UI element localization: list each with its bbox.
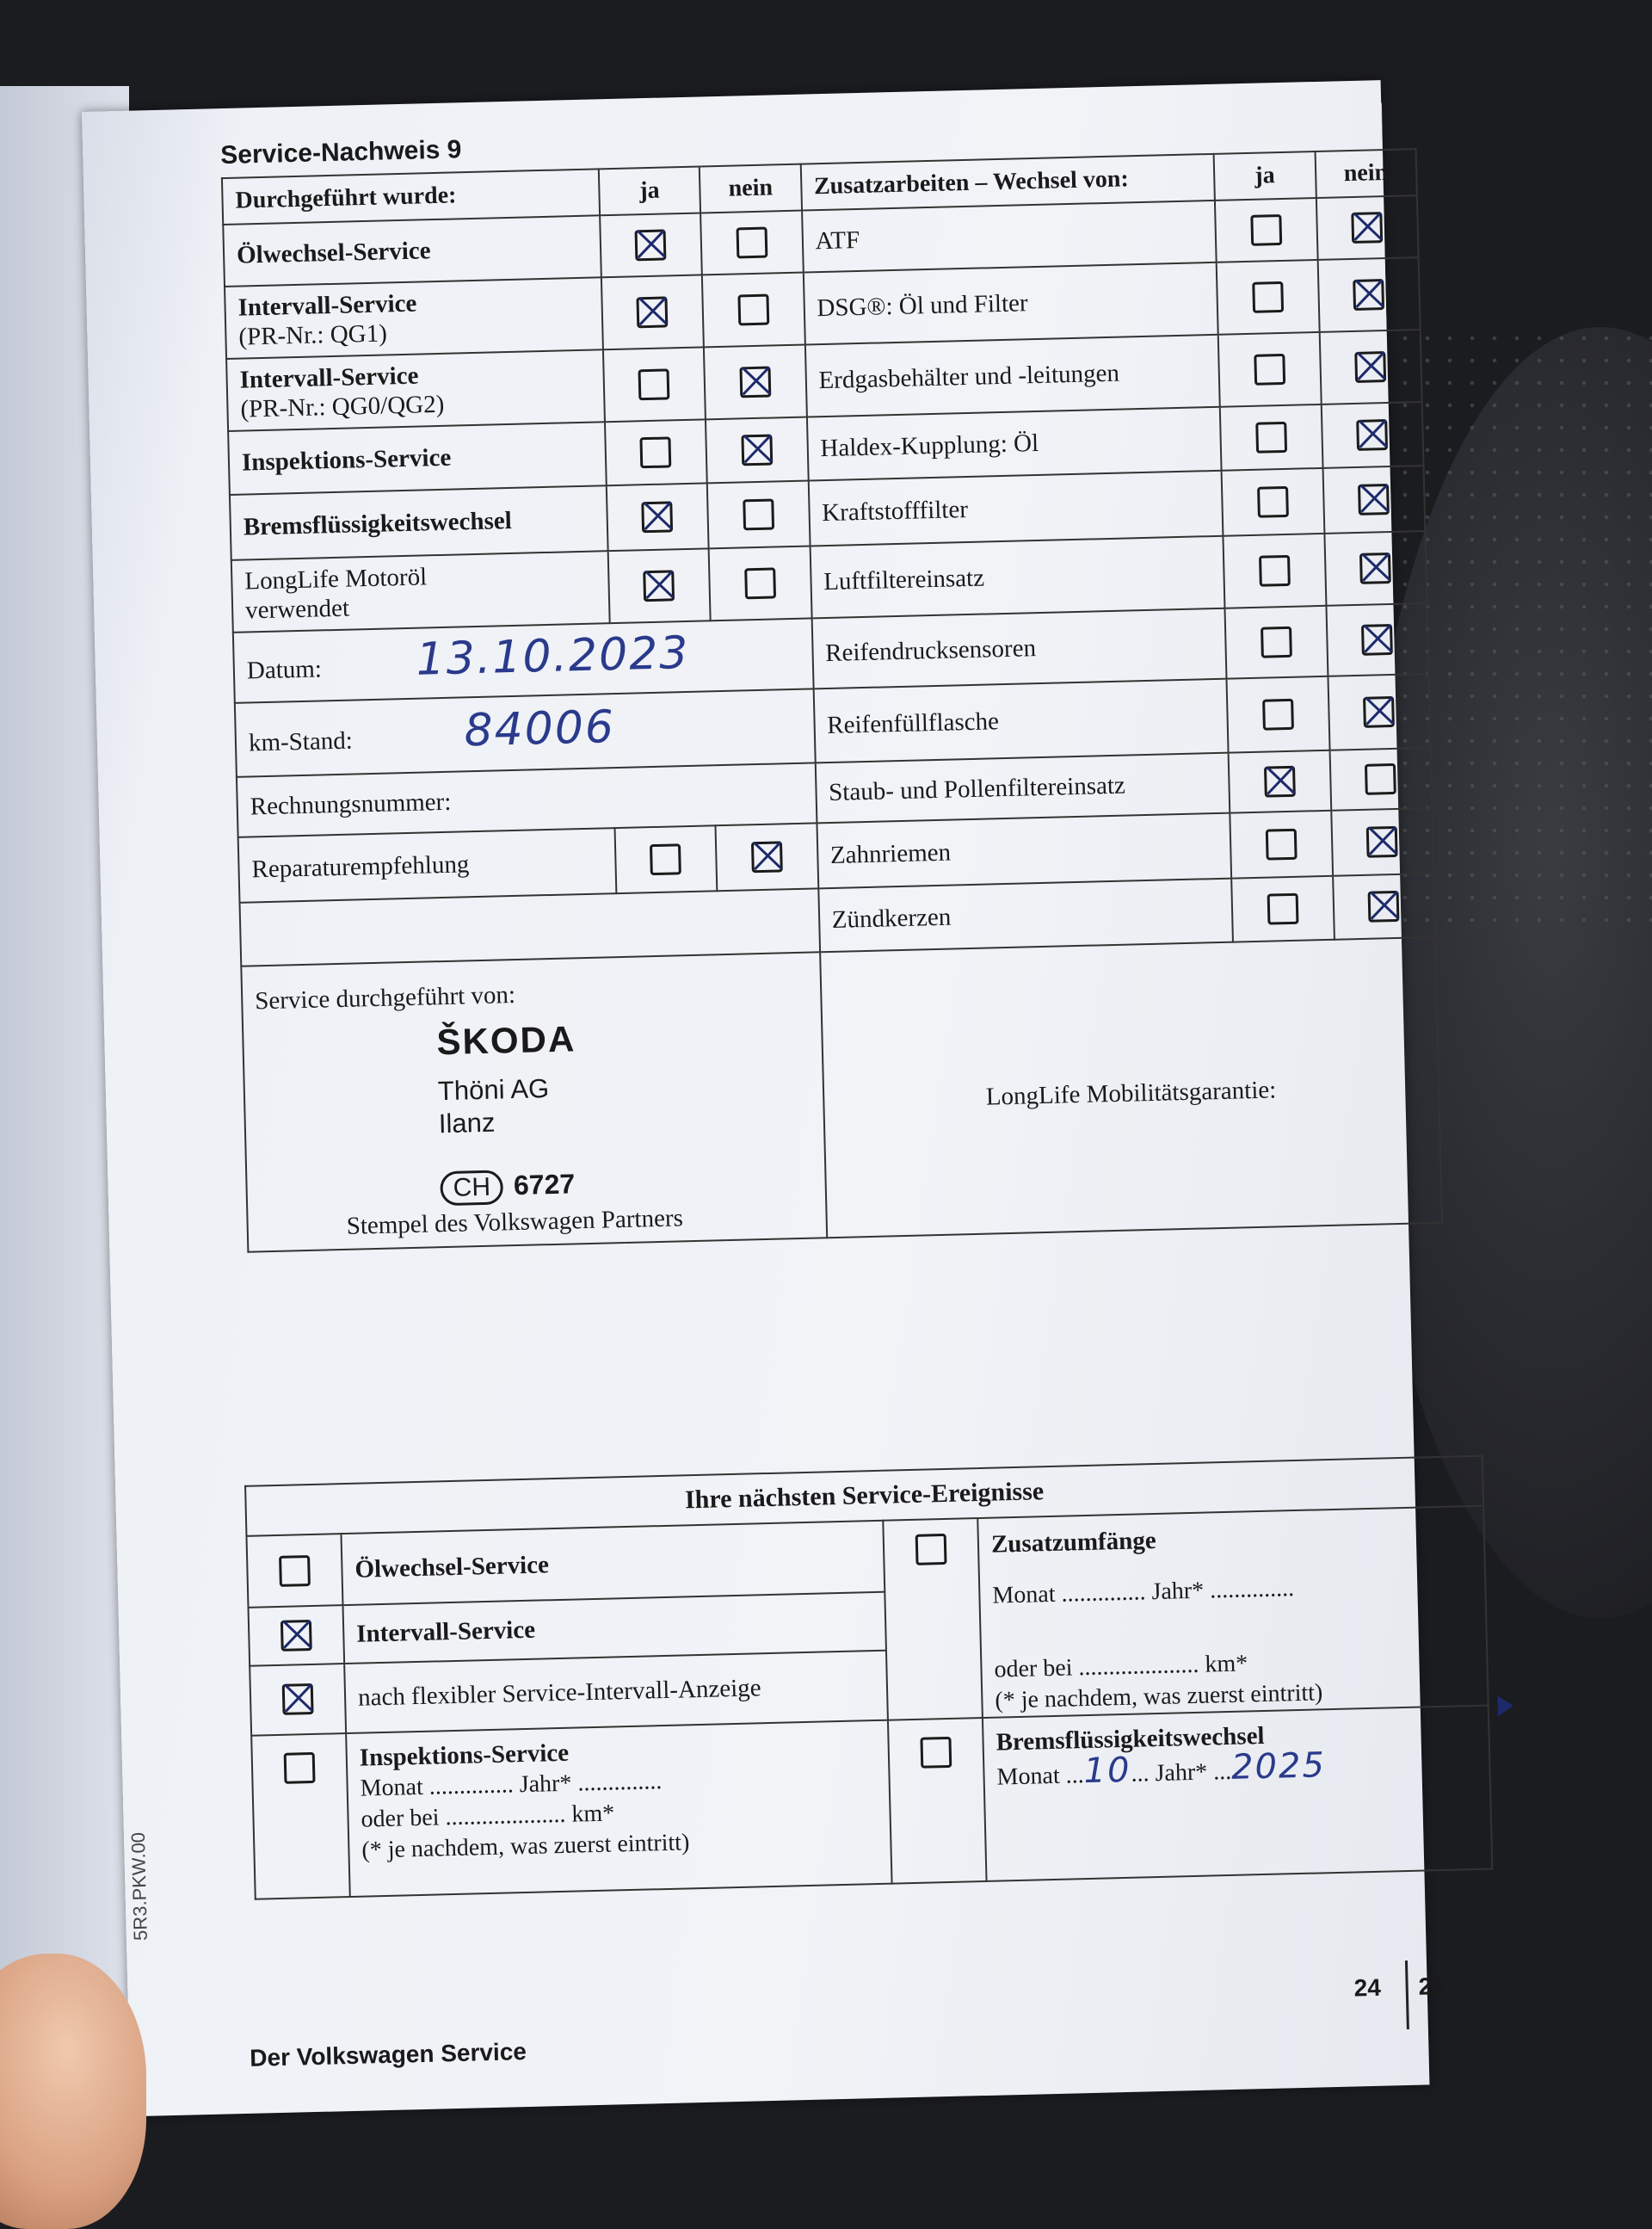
extra-yes-checkbox[interactable]: [1250, 214, 1282, 246]
extra-no-checkbox[interactable]: [1366, 826, 1398, 858]
extra-yes-checkbox[interactable]: [1261, 627, 1292, 658]
extra-row-label: Zahnriemen: [817, 813, 1231, 889]
header-extra-no: nein: [1315, 149, 1417, 198]
extra-row-label: Reifenfüllflasche: [813, 679, 1228, 763]
extra-yes-checkbox[interactable]: [1259, 555, 1291, 587]
service-label: Ölwechsel-Service: [236, 237, 431, 269]
extra-no-checkbox[interactable]: [1355, 351, 1387, 383]
service-no-checkbox[interactable]: [736, 227, 767, 259]
next-page-arrow-icon: [1497, 1695, 1513, 1716]
extra-row-label: Staub- und Pollenfiltereinsatz: [815, 753, 1230, 824]
repair-yes-checkbox[interactable]: [650, 843, 681, 875]
extra-yes-checkbox[interactable]: [1267, 893, 1298, 925]
date-value: 13.10.2023: [415, 627, 691, 686]
inspection-cell: [346, 1720, 891, 1897]
extra-yes-checkbox[interactable]: [1266, 829, 1298, 861]
invoice-label: Rechnungsnummer:: [237, 763, 817, 837]
side-code: 5R3.PKW.00: [126, 1831, 151, 1942]
inspection-label: Inspektions-Service: [359, 1738, 570, 1772]
service-label: Inspektions-Service: [241, 443, 452, 477]
footer-text: Der Volkswagen Service: [249, 2038, 527, 2072]
stamp-zip-line: [440, 1163, 812, 1207]
brake-fluid-next-date: Monat ...10... Jahr* ...2025: [996, 1745, 1327, 1792]
repair-label: Reparaturempfehlung: [238, 828, 616, 903]
brake-fluid-next-cell: [983, 1706, 1492, 1881]
extra-yes-checkbox[interactable]: [1257, 486, 1289, 518]
page-title: Service-Nachweis 9: [219, 135, 462, 170]
page-number-right: 25: [1418, 1972, 1446, 2000]
extra-no-checkbox[interactable]: [1365, 763, 1396, 795]
mobility-label: LongLife Mobilitätsgarantie:: [985, 1076, 1277, 1111]
extra-no-checkbox[interactable]: [1352, 212, 1384, 244]
extra-no-checkbox[interactable]: [1353, 279, 1384, 311]
header-no: nein: [700, 164, 802, 213]
next-service-title: Ihre nächsten Service-Ereignisse: [245, 1456, 1483, 1536]
date-label: Datum:: [246, 655, 323, 685]
service-yes-checkbox[interactable]: [637, 296, 669, 328]
extra-yes-checkbox[interactable]: [1252, 281, 1284, 313]
brake-year-label: Jahr*: [1155, 1758, 1208, 1788]
extra-no-checkbox[interactable]: [1356, 419, 1388, 451]
extra-yes-checkbox[interactable]: [1254, 354, 1285, 386]
extra-row-label: ATF: [802, 201, 1217, 273]
service-row-label: [223, 215, 601, 287]
brake-fluid-next-checkbox[interactable]: [920, 1737, 952, 1769]
extra-no-checkbox[interactable]: [1363, 696, 1395, 728]
brake-month-label: Monat: [996, 1762, 1061, 1791]
brake-month-value: 10: [1083, 1750, 1132, 1792]
service-yes-checkbox[interactable]: [638, 368, 670, 400]
service-yes-checkbox[interactable]: [635, 229, 667, 261]
stamp-country-badge: CH: [440, 1170, 503, 1206]
service-label: LongLife Motoröl: [243, 563, 428, 596]
extra-km: oder bei .................... km*: [994, 1650, 1248, 1683]
service-booklet-page: [82, 80, 1446, 2116]
service-yes-checkbox[interactable]: [640, 436, 672, 468]
extra-no-checkbox[interactable]: [1359, 553, 1391, 584]
page-number-divider: [1405, 1960, 1409, 2029]
extra-scope-cell: [977, 1506, 1488, 1718]
extra-no-checkbox[interactable]: [1358, 484, 1390, 516]
extra-row-label: DSG®: Öl und Filter: [803, 262, 1217, 345]
km-value: 84006: [463, 701, 616, 757]
service-no-checkbox[interactable]: [737, 294, 769, 326]
service-label: Intervall-Service: [237, 289, 417, 322]
extra-scope-label: Zusatzumfänge: [990, 1526, 1157, 1559]
extra-scope-checkbox[interactable]: [915, 1534, 947, 1565]
service-sublabel: verwendet: [244, 594, 350, 625]
service-sublabel: (PR-Nr.: QG1): [238, 319, 388, 351]
header-extra-yes: ja: [1214, 151, 1316, 201]
service-sublabel: (PR-Nr.: QG0/QG2): [240, 390, 445, 423]
stamp-cell: [241, 952, 827, 1251]
service-no-checkbox[interactable]: [744, 567, 776, 599]
oil-service-checkbox[interactable]: [279, 1555, 311, 1587]
inspection-km: oder bei .................... km*: [361, 1800, 615, 1833]
km-label: km-Stand:: [248, 726, 354, 757]
service-record-table: [221, 148, 1443, 1253]
service-label: Bremsflüssigkeitswechsel: [243, 506, 513, 541]
service-row-label: [228, 422, 606, 495]
interval-service-checkbox[interactable]: [280, 1620, 312, 1652]
extra-no-checkbox[interactable]: [1361, 624, 1393, 656]
km-row: [235, 688, 816, 776]
extra-row-label: Erdgasbehälter und -leitungen: [804, 335, 1219, 417]
extra-row-label: Kraftstofffilter: [808, 471, 1223, 546]
extra-row-label: Zündkerzen: [818, 879, 1233, 953]
header-extra: Zusatzarbeiten – Wechsel von:: [800, 154, 1215, 211]
service-yes-checkbox[interactable]: [644, 570, 675, 602]
mobility-cell: [820, 937, 1442, 1238]
service-row-label: [225, 277, 603, 359]
inspection-checkbox[interactable]: [284, 1752, 316, 1784]
extra-no-checkbox[interactable]: [1368, 891, 1400, 923]
service-by-label: Service durchgeführt von:: [254, 980, 516, 1016]
extra-yes-checkbox[interactable]: [1255, 422, 1287, 454]
header-done: Durchgeführt wurde:: [222, 169, 600, 225]
brake-fluid-next-label: Bremsflüssigkeitswechsel: [996, 1721, 1265, 1757]
service-yes-checkbox[interactable]: [642, 501, 674, 533]
inspection-note: (* je nachdem, was zuerst eintritt): [361, 1829, 690, 1864]
extra-note: (* je nachdem, was zuerst eintritt): [995, 1679, 1323, 1714]
header-yes: ja: [599, 166, 701, 215]
inspection-month-year: Monat .............. Jahr* ..............: [360, 1768, 663, 1802]
stamp-zip: 6727: [513, 1168, 576, 1201]
flex-interval-label: nach flexibler Service-Intervall-Anzeige: [344, 1650, 888, 1733]
service-no-checkbox[interactable]: [739, 367, 771, 398]
extra-yes-checkbox[interactable]: [1262, 699, 1294, 731]
extra-yes-checkbox[interactable]: [1264, 766, 1296, 798]
extra-row-label: Luftfiltereinsatz: [810, 536, 1224, 619]
brake-year-value: 2025: [1230, 1745, 1327, 1788]
service-no-checkbox[interactable]: [743, 498, 774, 530]
service-no-checkbox[interactable]: [741, 435, 773, 466]
service-row-label: [231, 551, 610, 633]
stamp-caption: Stempel des Volkswagen Partners: [346, 1204, 684, 1240]
extra-month-year: Monat .............. Jahr* ..............: [992, 1575, 1295, 1609]
service-label: Intervall-Service: [239, 361, 419, 394]
stamp-company: Thöni AG: [437, 1073, 550, 1107]
page-number-left: 24: [1353, 1973, 1382, 2002]
next-service-table: [244, 1455, 1493, 1900]
stamp-city: Ilanz: [438, 1107, 496, 1139]
repair-no-checkbox[interactable]: [751, 841, 783, 873]
service-row-label: [230, 485, 607, 560]
interval-service-label: Intervall-Service: [342, 1592, 885, 1664]
extra-row-label: Haldex-Kupplung: Öl: [807, 407, 1222, 481]
service-row-label: [226, 349, 605, 431]
oil-service-label: Ölwechsel-Service: [341, 1521, 885, 1606]
stamp-brand-logo: ŠKODA: [435, 1018, 576, 1063]
flex-interval-checkbox[interactable]: [282, 1683, 314, 1715]
extra-row-label: Reifendrucksensoren: [811, 608, 1226, 689]
stamp-row: [241, 937, 1442, 1252]
